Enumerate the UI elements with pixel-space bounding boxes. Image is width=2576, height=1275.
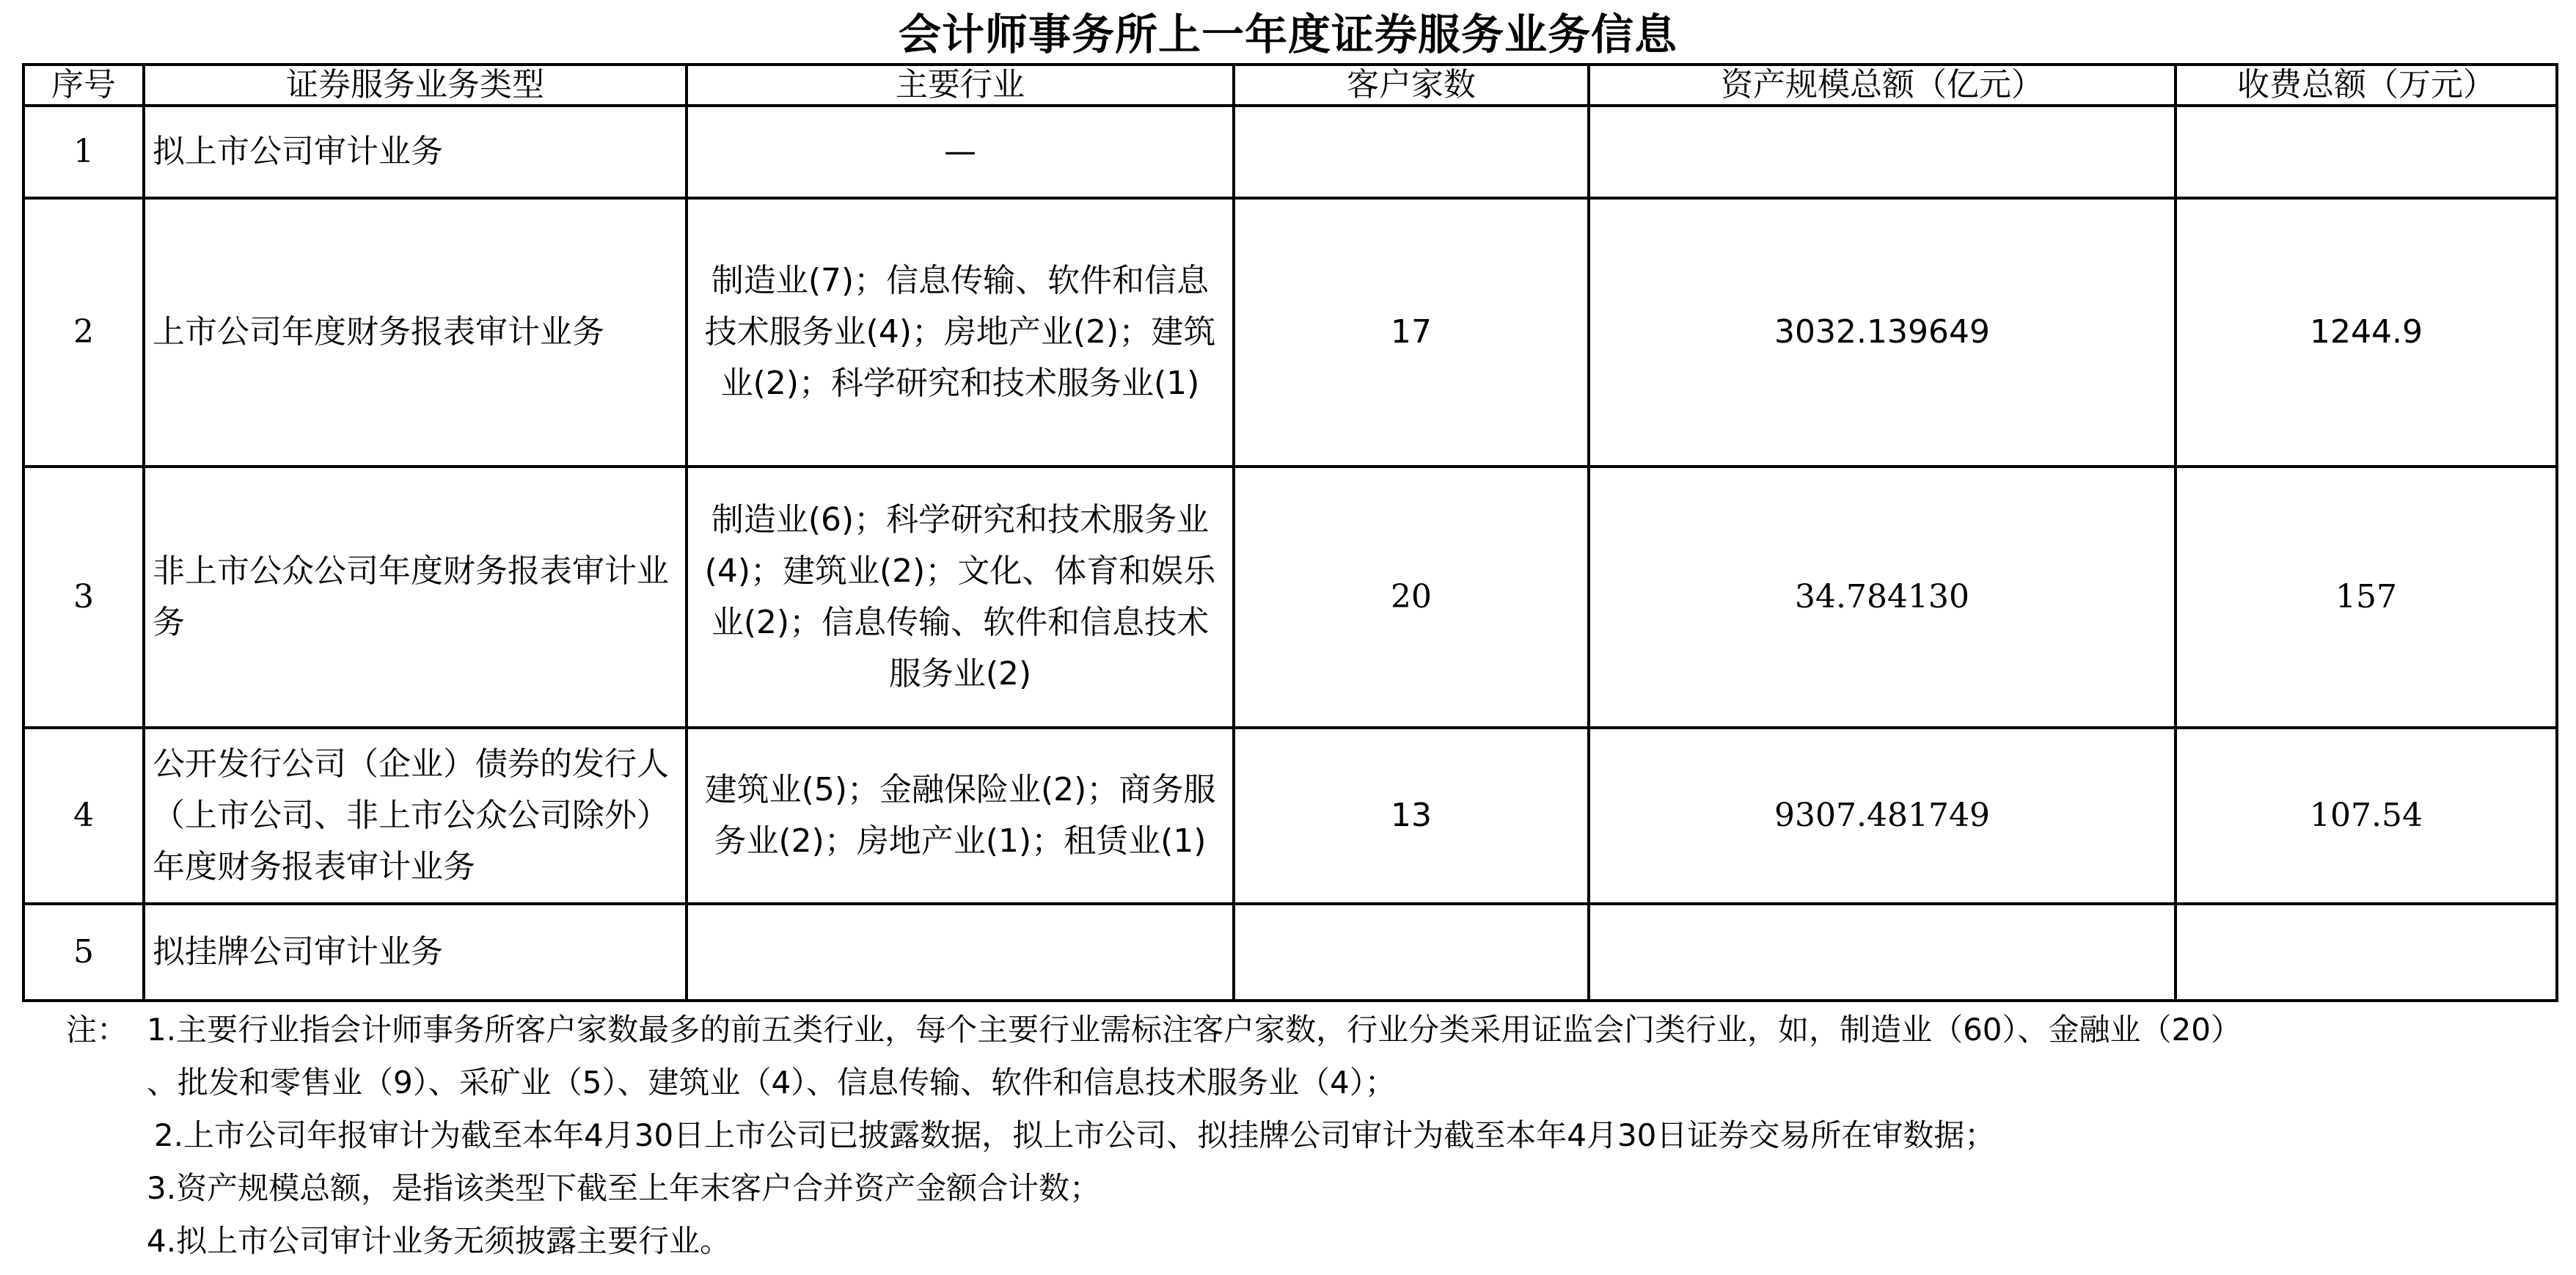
securities-service-table (22, 63, 2558, 1002)
row-total-fees (2176, 106, 2557, 198)
row-client-count: 17 (1234, 198, 1589, 467)
row-total-assets (1589, 106, 2176, 198)
row-total-fees: 107.54 (2176, 728, 2557, 904)
table-row (23, 106, 2557, 198)
row-main-industry: 制造业(7)；信息传输、软件和信息技术服务业(4)；房地产业(2)；建筑业(2)；科学研究和技术服务业(1) (687, 198, 1234, 467)
row-main-industry: — (687, 106, 1234, 198)
table-row (23, 728, 2557, 904)
header-index: 序号 (23, 65, 144, 106)
header-main-industry: 主要行业 (687, 65, 1234, 106)
table-row (23, 198, 2557, 467)
row-service-type: 公开发行公司（企业）债券的发行人（上市公司、非上市公众公司除外）年度财务报表审计业务 (144, 728, 687, 904)
row-client-count: 20 (1234, 467, 1589, 728)
row-index: 3 (23, 467, 144, 728)
notes-label: 注： (66, 1012, 128, 1048)
row-index: 5 (23, 904, 144, 1001)
row-index: 1 (23, 106, 144, 198)
row-client-count: 13 (1234, 728, 1589, 904)
row-client-count (1234, 904, 1589, 1001)
row-total-assets: 3032.139649 (1589, 198, 2176, 467)
row-service-type: 拟挂牌公司审计业务 (144, 904, 687, 1001)
note-line: 4.拟上市公司审计业务无须披露主要行业。 (147, 1223, 731, 1259)
table-header-row (23, 65, 2557, 106)
row-total-fees (2176, 904, 2557, 1001)
row-total-assets (1589, 904, 2176, 1001)
row-total-fees: 157 (2176, 467, 2557, 728)
header-service-type: 证券服务业务类型 (144, 65, 687, 106)
note-line: 3.资产规模总额，是指该类型下截至上年末客户合并资产金额合计数； (147, 1170, 1101, 1206)
header-total-assets: 资产规模总额（亿元） (1589, 65, 2176, 106)
row-index: 4 (23, 728, 144, 904)
header-total-fees: 收费总额（万元） (2176, 65, 2557, 106)
row-index: 2 (23, 198, 144, 467)
row-total-assets: 34.784130 (1589, 467, 2176, 728)
table-row (23, 467, 2557, 728)
row-main-industry (687, 904, 1234, 1001)
row-client-count (1234, 106, 1589, 198)
row-main-industry: 制造业(6)；科学研究和技术服务业(4)；建筑业(2)；文化、体育和娱乐业(2)；信息传输、软件和信息技术服务业(2) (687, 467, 1234, 728)
row-total-fees: 1244.9 (2176, 198, 2557, 467)
notes-body (147, 1004, 2553, 1268)
note-line: 1.主要行业指会计师事务所客户家数最多的前五类行业，每个主要行业需标注客户家数，行业分类采用证监会门类行业，如，制造业（60）、金融业（20） (147, 1012, 2242, 1048)
row-total-assets: 9307.481749 (1589, 728, 2176, 904)
row-service-type: 上市公司年度财务报表审计业务 (144, 198, 687, 467)
table-row (23, 904, 2557, 1001)
row-main-industry: 建筑业(5)；金融保险业(2)；商务服务业(2)；房地产业(1)；租赁业(1) (687, 728, 1234, 904)
document-title: 会计师事务所上一年度证券服务业务信息 (898, 10, 1677, 59)
note-line: 2.上市公司年报审计为截至本年4月30日上市公司已披露数据，拟上市公司、拟挂牌公司审计为截至本年4月30日证券交易所在审数据； (154, 1117, 1996, 1153)
note-line: 、批发和零售业（9）、采矿业（5）、建筑业（4）、信息传输、软件和信息技术服务业（4）； (147, 1064, 1396, 1100)
header-client-count: 客户家数 (1234, 65, 1589, 106)
row-service-type: 非上市公众公司年度财务报表审计业务 (144, 467, 687, 728)
row-service-type: 拟上市公司审计业务 (144, 106, 687, 198)
